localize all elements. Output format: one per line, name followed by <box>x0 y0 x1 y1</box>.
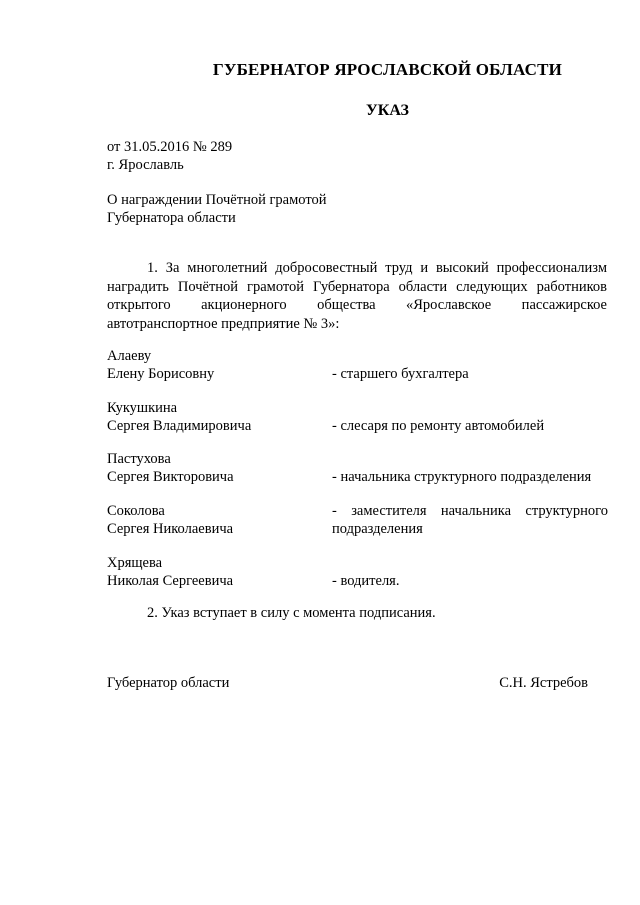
document-authority: ГУБЕРНАТОР ЯРОСЛАВСКОЙ ОБЛАСТИ <box>212 60 563 79</box>
awardee-given-names: Сергея Владимировича <box>107 418 252 434</box>
date-number: от 31.05.2016 № 289 <box>107 139 233 155</box>
awardee-surname: Алаеву <box>107 348 152 364</box>
awardee-position: - начальника структурного подразделения <box>332 469 592 485</box>
awardee-position: - старшего бухгалтера <box>332 366 469 382</box>
awardee-position: - слесаря по ремонту автомобилей <box>332 418 545 434</box>
clause-1: 1. За многолетний добросовестный труд и высокий профессионализм наградить Почётной грамотой Губернатора области следующих работников открытого акционерного общества «Ярославское пассажирское автотранспортное предприятие № 3»: <box>107 260 607 332</box>
awardee-surname: Кукушкина <box>107 400 178 416</box>
clause-2: 2. Указ вступает в силу с момента подписания. <box>147 605 436 621</box>
awardee-given-names: Елену Борисовну <box>107 366 215 382</box>
subject-line-1: О награждении Почётной грамотой <box>107 192 327 208</box>
awardee-given-names: Николая Сергеевича <box>107 573 234 589</box>
awardee-given-names: Сергея Викторовича <box>107 469 234 485</box>
signatory-title: Губернатор области <box>107 675 230 691</box>
awardee-surname: Хрящева <box>107 555 163 571</box>
document-type: УКАЗ <box>366 102 409 119</box>
awardee-surname: Пастухова <box>107 451 171 467</box>
awardee-position: - водителя. <box>332 573 400 589</box>
signatory-name: С.Н. Ястребов <box>499 675 588 691</box>
place: г. Ярославль <box>107 157 184 173</box>
awardee-surname: Соколова <box>107 503 165 519</box>
awardee-position: - заместителя начальника структурного подразделения <box>332 503 608 537</box>
subject-line-2: Губернатора области <box>107 210 236 226</box>
awardee-given-names: Сергея Николаевича <box>107 521 234 537</box>
